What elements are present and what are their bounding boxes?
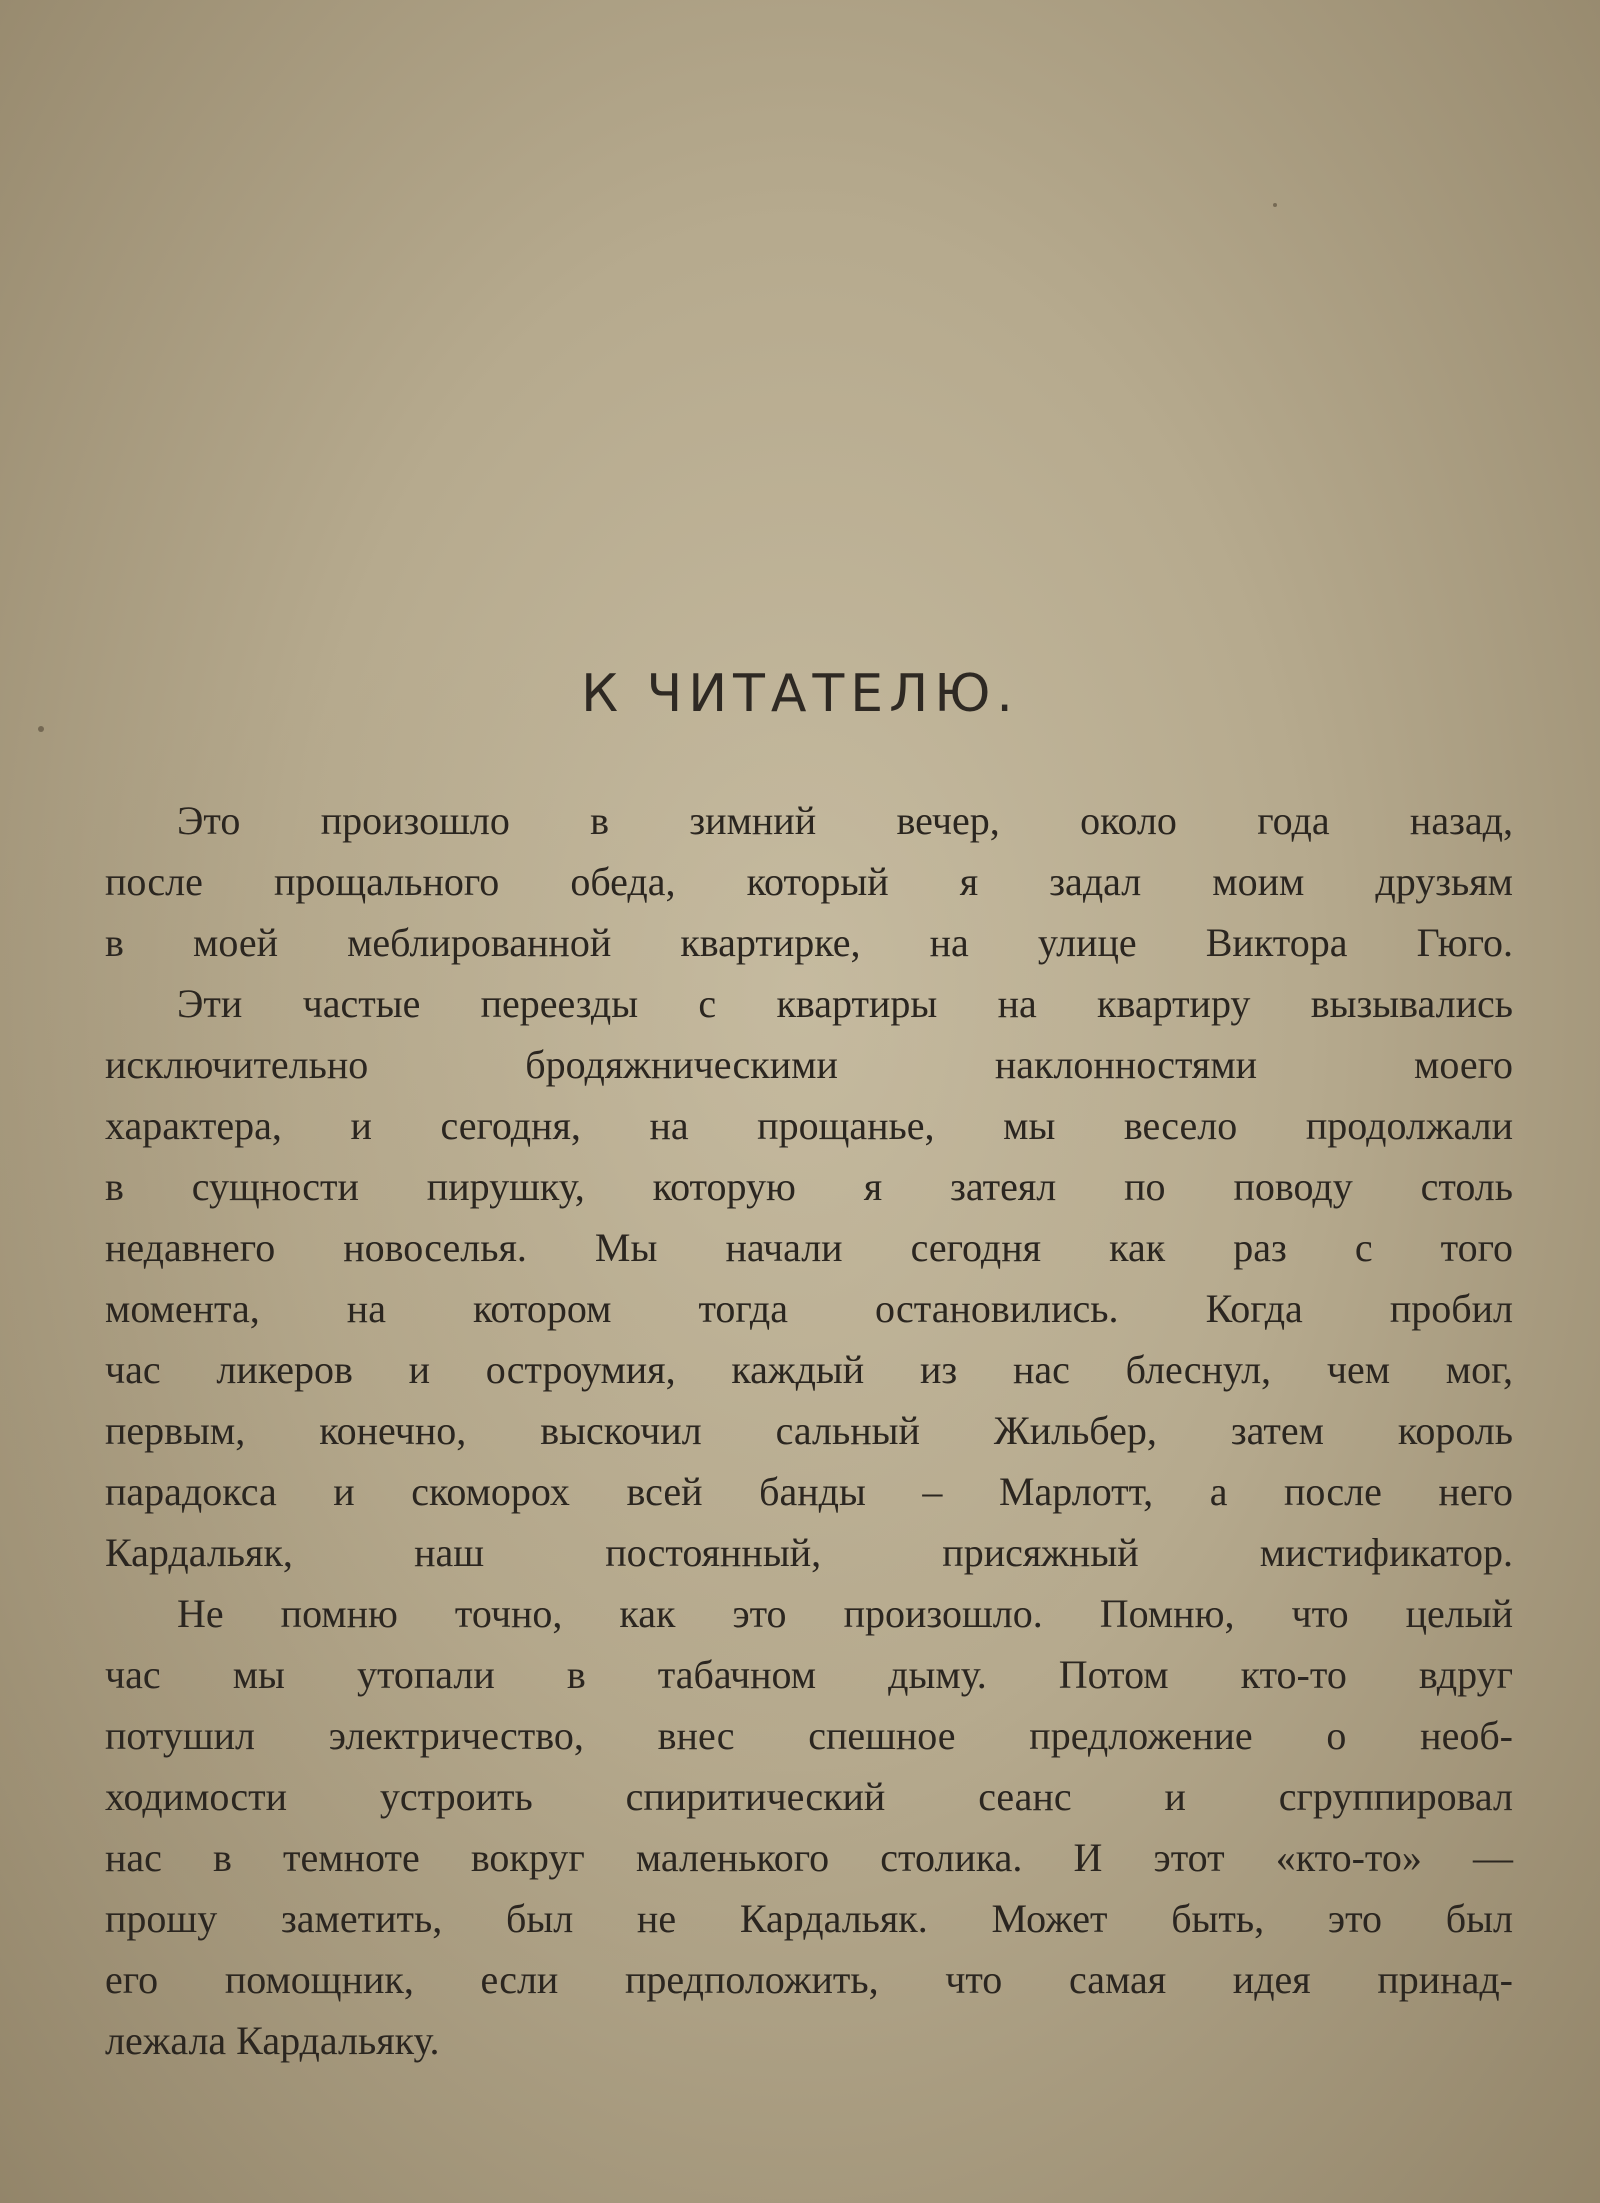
text-line: нас в темноте вокруг маленького столика. И этот «кто-то» —: [105, 1835, 1513, 1880]
text-line: ходимости устроить спиритический сеанс и сгруппировал: [105, 1774, 1513, 1819]
text-line: в моей меблированной квартирке, на улице Виктора Гюго.: [105, 920, 1513, 965]
text-line: Кардальяк, наш постоянный, присяжный мистификатор.: [105, 1530, 1513, 1575]
text-line: Не помню точно, как это произошло. Помню, что целый: [177, 1591, 1513, 1636]
text-line: парадокса и скоморох всей банды – Марлотт, а после него: [105, 1469, 1513, 1514]
text-line: его помощник, если предположить, что самая идея принад-: [105, 1957, 1513, 2002]
text-line: недавнего новоселья. Мы начали сегодня как раз с того: [105, 1225, 1513, 1270]
text-line: Эти частые переезды с квартиры на квартиру вызывались: [177, 981, 1513, 1026]
text-line: прошу заметить, был не Кардальяк. Может быть, это был: [105, 1896, 1513, 1941]
text-line: характера, и сегодня, на прощанье, мы весело продолжали: [105, 1103, 1513, 1148]
text-line: потушил электричество, внес спешное предложение о необ-: [105, 1713, 1513, 1758]
text-line: после прощального обеда, который я задал моим друзьям: [105, 859, 1513, 904]
paper-speck: [38, 726, 44, 732]
text-line: исключительно бродяжническими наклонностями моего: [105, 1042, 1513, 1087]
text-line: час мы утопали в табачном дыму. Потом кто-то вдруг: [105, 1652, 1513, 1697]
text-line: час ликеров и остроумия, каждый из нас блеснул, чем мог,: [105, 1347, 1513, 1392]
text-line: лежала Кардальяку.: [105, 2018, 440, 2063]
text-line: Это произошло в зимний вечер, около года назад,: [177, 798, 1513, 843]
body-text: [105, 790, 1513, 2071]
chapter-title: К ЧИТАТЕЛЮ.: [581, 664, 1019, 724]
paper-speck: [1273, 203, 1277, 207]
text-line: первым, конечно, выскочил сальный Жильбер, затем король: [105, 1408, 1513, 1453]
text-line: момента, на котором тогда остановились. Когда пробил: [105, 1286, 1513, 1331]
text-line: в сущности пирушку, которую я затеял по поводу столь: [105, 1164, 1513, 1209]
